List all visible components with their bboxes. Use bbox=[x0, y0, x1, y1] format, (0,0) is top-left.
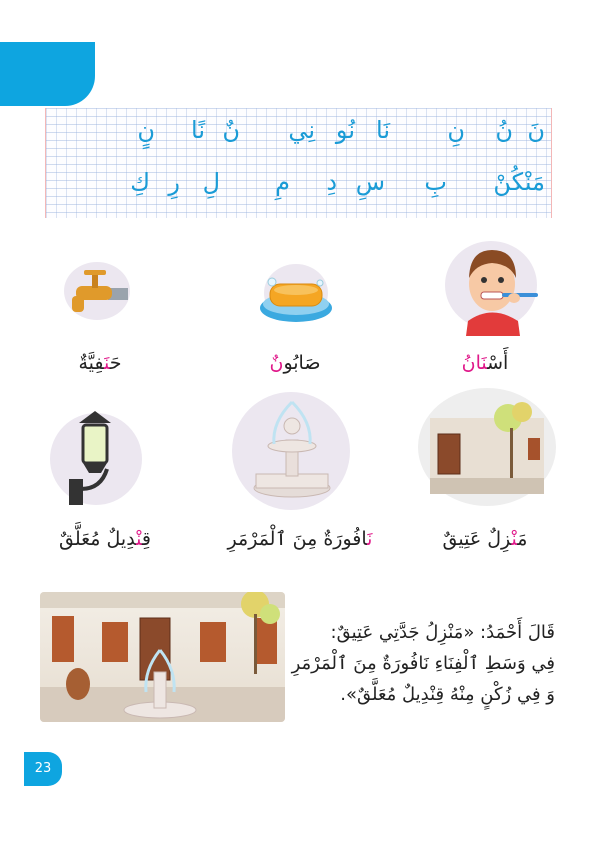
letter-row1-item-7: نًا bbox=[191, 116, 205, 144]
letter-row2-item-1: بِ bbox=[424, 168, 447, 196]
letter-row2-item-4: مِ bbox=[275, 168, 290, 196]
letter-row1-item-2: نِ bbox=[447, 116, 465, 144]
lantern-illustration bbox=[45, 405, 150, 510]
letter-row1-item-4: نُو bbox=[335, 116, 355, 144]
letter-row1-item-8: نٍ bbox=[137, 116, 155, 144]
letter-row1-item-5: نِي bbox=[288, 116, 315, 144]
word-faucet: حَنَفِيَّةٌ bbox=[78, 352, 122, 374]
house-illustration bbox=[418, 388, 556, 506]
letter-row2-item-2: سِ bbox=[355, 168, 385, 196]
page-tab-decoration bbox=[0, 42, 95, 106]
word-soap: صَابُونٌ bbox=[269, 352, 321, 374]
word-house: مَنْزِلٌ عَتِيقٌ bbox=[442, 528, 528, 550]
letter-row2-item-7: كِ bbox=[130, 168, 150, 196]
boy-brushing-teeth-illustration bbox=[440, 236, 545, 336]
fountain-illustration bbox=[232, 392, 352, 512]
letter-row1-item-0: نَ bbox=[527, 116, 545, 144]
letter-row2-item-6: رِ bbox=[168, 168, 180, 196]
paragraph-line-2: فِي وَسَطِ ٱلْفِنَاءِ نَافُورَةٌ مِنَ ٱلْمَرْمَرِ bbox=[291, 653, 555, 674]
letter-row2-item-0: مَنْكُنْ bbox=[493, 168, 545, 196]
soap-illustration bbox=[258, 262, 338, 328]
word-fountain: نَافُورَةٌ مِنَ ٱلْمَرْمَرِ bbox=[227, 528, 373, 550]
letter-row2-item-5: لِ bbox=[202, 168, 220, 196]
letter-row1-item-6: نٌ bbox=[222, 116, 240, 144]
paragraph-line-1: قَالَ أَحْمَدُ: «مَنْزِلُ جَدَّتِي عَتِيقٌ: bbox=[330, 622, 555, 643]
word-lantern: قِنْدِيلٌ مُعَلَّقٌ bbox=[59, 528, 151, 550]
faucet-illustration bbox=[60, 262, 135, 322]
word-teeth: أَسْنَانُ bbox=[461, 352, 509, 374]
letter-row1-item-1: نُ bbox=[495, 116, 513, 144]
story-paragraph bbox=[285, 617, 555, 710]
courtyard-illustration bbox=[40, 592, 285, 722]
paragraph-line-3: وَ فِي زُكْنٍ مِنْهُ قِنْدِيلٌ مُعَلَّقٌ». bbox=[340, 684, 555, 705]
letter-row1-item-3: نَا bbox=[376, 116, 390, 144]
letter-row2-item-3: دِ bbox=[326, 168, 337, 196]
page-number: 23 bbox=[24, 752, 62, 786]
